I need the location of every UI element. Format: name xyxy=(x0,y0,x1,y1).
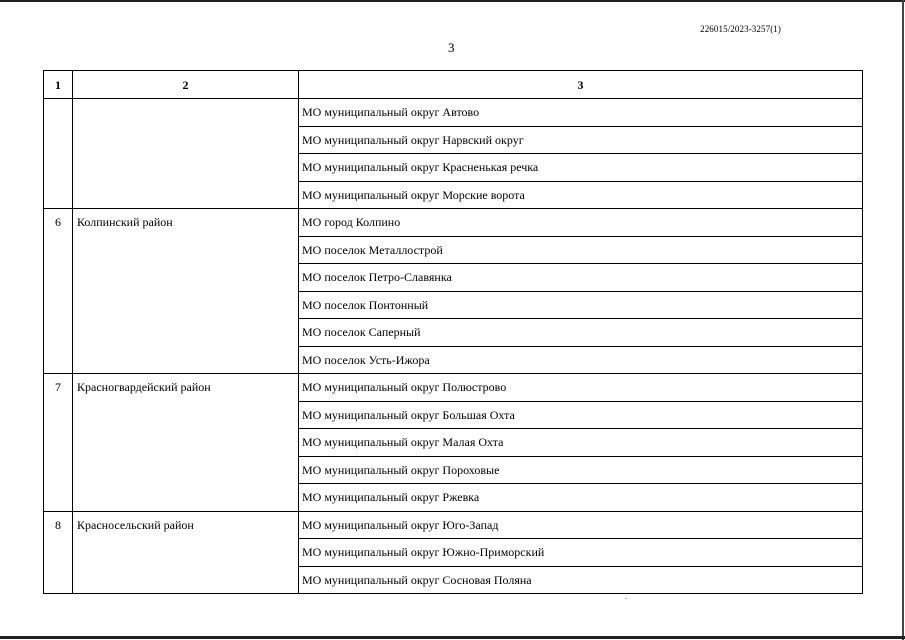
row-number-cell: 6 xyxy=(44,209,73,374)
district-cell: Колпинский район xyxy=(73,209,299,374)
district-cell: Красногвардейский район xyxy=(73,374,299,512)
municipality-cell: МО муниципальный округ Нарвский округ xyxy=(299,126,863,154)
municipality-cell: МО муниципальный округ Морские ворота xyxy=(299,181,863,209)
municipality-cell: МО муниципальный округ Сосновая Поляна xyxy=(299,566,863,594)
table-row xyxy=(44,209,863,237)
row-number-cell: 7 xyxy=(44,374,73,512)
municipality-cell: МО поселок Усть-Ижора xyxy=(299,346,863,374)
row-number-cell xyxy=(44,99,73,209)
municipality-cell: МО муниципальный округ Юго-Запад xyxy=(299,511,863,539)
header-col-3: 3 xyxy=(299,71,863,99)
municipality-cell: МО муниципальный округ Полюстрово xyxy=(299,374,863,402)
page-number: 3 xyxy=(448,40,455,55)
table-row xyxy=(44,99,863,127)
header-col-1: 1 xyxy=(44,71,73,99)
municipality-cell: МО муниципальный округ Южно-Приморский xyxy=(299,539,863,567)
header-col-2: 2 xyxy=(73,71,299,99)
document-number: 226015/2023-3257(1) xyxy=(700,24,781,34)
municipality-cell: МО муниципальный округ Малая Охта xyxy=(299,429,863,457)
scan-right-border xyxy=(902,0,904,640)
scan-bottom-border xyxy=(0,636,905,639)
municipality-cell: МО город Колпино xyxy=(299,209,863,237)
municipality-cell: МО поселок Металлострой xyxy=(299,236,863,264)
row-number-cell: 8 xyxy=(44,511,73,594)
municipality-cell: МО поселок Петро-Славянка xyxy=(299,264,863,292)
municipality-cell: МО муниципальный округ Большая Охта xyxy=(299,401,863,429)
municipality-cell: МО муниципальный округ Ржевка xyxy=(299,484,863,512)
table-row xyxy=(44,374,863,402)
district-cell xyxy=(73,99,299,209)
scan-top-border xyxy=(0,0,905,2)
municipality-cell: МО муниципальный округ Пороховые xyxy=(299,456,863,484)
scan-speck xyxy=(625,598,627,599)
municipality-cell: МО муниципальный округ Красненькая речка xyxy=(299,154,863,182)
municipality-cell: МО поселок Саперный xyxy=(299,319,863,347)
table-header-row xyxy=(44,71,863,99)
municipal-districts-table xyxy=(43,70,863,594)
table-row xyxy=(44,511,863,539)
municipality-cell: МО муниципальный округ Автово xyxy=(299,99,863,127)
municipality-cell: МО поселок Понтонный xyxy=(299,291,863,319)
district-cell: Красносельский район xyxy=(73,511,299,594)
